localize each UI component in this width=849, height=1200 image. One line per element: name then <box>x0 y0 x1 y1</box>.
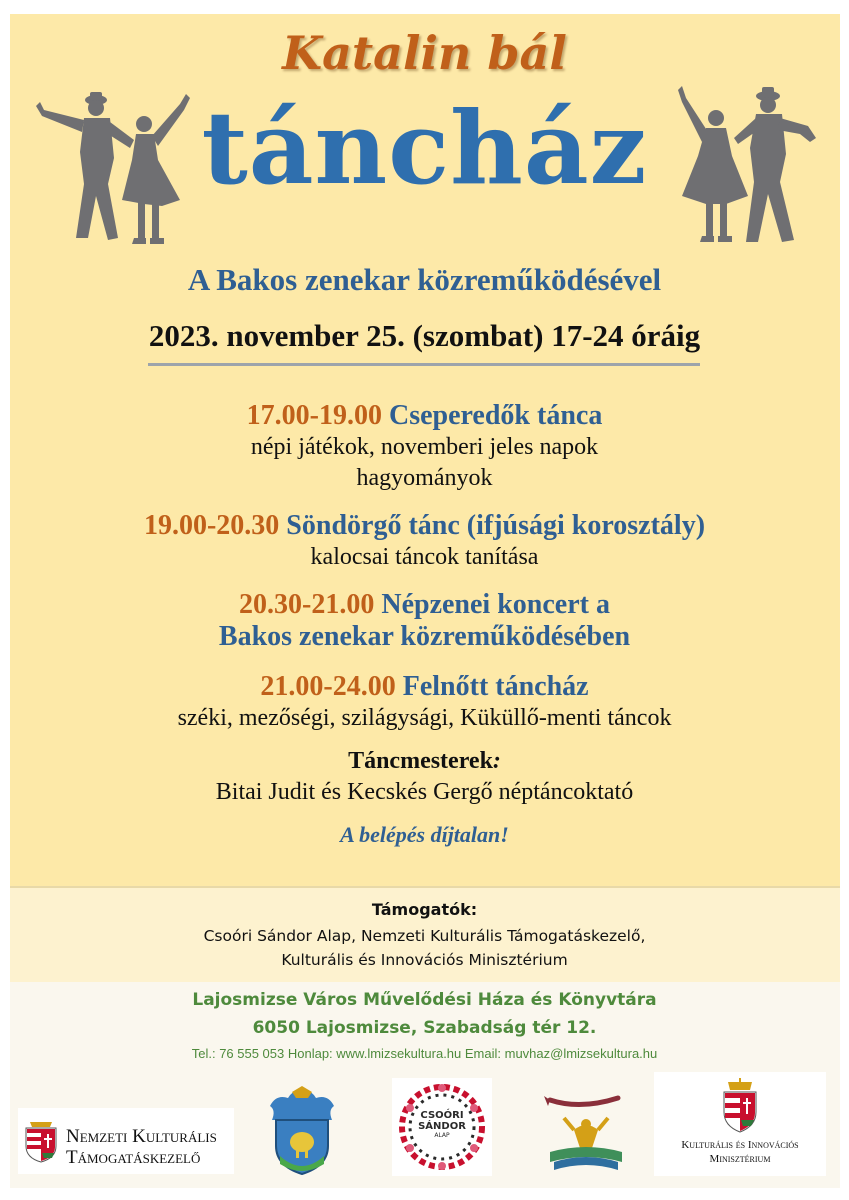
program-name-continued: Bakos zenekar közreműködésében <box>218 621 631 652</box>
program-desc: kalocsai táncok tanítása <box>310 544 539 570</box>
program-time: 19.00-20.30 <box>143 510 280 541</box>
event-title: Katalin bál <box>282 26 567 80</box>
subtitle: A Bakos zenekar közreműködésével <box>187 262 662 297</box>
sponsors-title: Támogatók: <box>371 900 478 919</box>
program-name: Cseperedők tánca <box>388 400 603 431</box>
town-coat-of-arms-logo <box>262 1086 342 1176</box>
program-name: Felnőtt táncház <box>402 671 589 702</box>
organizer-name: Lajosmizse Város Művelődési Háza és Könyvtára <box>192 990 657 1010</box>
program-desc: széki, mezőségi, szilágysági, Küküllő-menti táncok <box>177 705 672 731</box>
csoori-sandor-alap-logo: CSOÓRI SÁNDOR ALAP <box>392 1078 492 1176</box>
entry-note: A belépés díjtalan! <box>340 822 509 847</box>
event-date: 2023. november 25. (szombat) 17-24 óráig <box>148 318 701 353</box>
program-item <box>0 671 849 734</box>
reader-with-brush-icon <box>540 1090 632 1176</box>
program-time: 20.30-21.00 <box>239 589 375 620</box>
hungarian-coat-of-arms-icon <box>720 1078 760 1134</box>
hungarian-coat-of-arms-icon <box>22 1120 60 1164</box>
sponsors-line: Kulturális és Innovációs Minisztérium <box>281 951 568 969</box>
sponsors-line: Csoóri Sándor Alap, Nemzeti Kulturális Támogatáskezelő, <box>203 927 646 945</box>
program-time: 17.00-19.00 <box>246 400 382 431</box>
cultural-center-logo <box>540 1090 632 1176</box>
organizer-contact: Tel.: 76 555 053 Honlap: www.lmizsekultura.hu Email: muvhaz@lmizsekultura.hu <box>191 1046 658 1061</box>
program-name: Népzenei koncert a <box>381 589 610 620</box>
dance-masters-names: Bitai Judit és Kecskés Gergő néptáncoktató <box>215 779 634 805</box>
program-desc: hagyományok <box>356 465 493 491</box>
program-name: Söndörgő tánc (ifjúsági korosztály) <box>286 510 706 541</box>
program-time: 21.00-24.00 <box>260 671 396 702</box>
town-crest-icon <box>262 1086 342 1176</box>
program-item <box>0 400 849 494</box>
program-item <box>0 510 849 573</box>
nkt-logo: Nemzeti Kulturális Támogatáskezelő <box>18 1108 234 1174</box>
divider <box>148 363 700 366</box>
program-desc: népi játékok, novemberi jeles napok <box>250 434 599 460</box>
program-item <box>0 589 849 653</box>
organizer-address: 6050 Lajosmizse, Szabadság tér 12. <box>252 1018 597 1038</box>
dance-masters-title: Táncmesterek: <box>348 748 501 774</box>
main-title: táncház <box>201 89 648 207</box>
kim-ministry-logo: Kulturális és Innovációs Minisztérium <box>654 1072 826 1176</box>
